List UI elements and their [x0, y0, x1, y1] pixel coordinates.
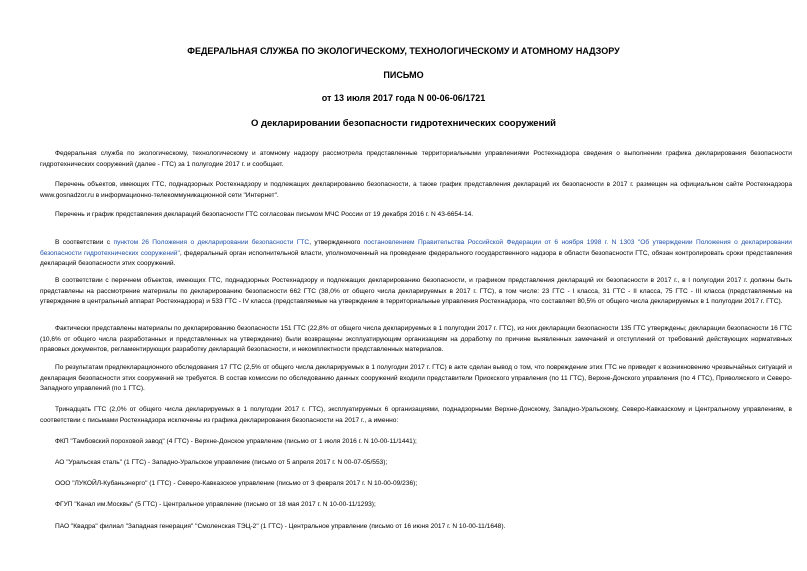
document-title: О декларировании безопасности гидротехнических сооружений [250, 118, 557, 129]
list-item: ПАО "Квадра" филиал "Западная генерация" "Смоленская ТЭЦ-2" (1 ГТС) - Центральное управление (письмо от 16 июня 2017 г. N 10-00-11/1648). [55, 523, 506, 530]
list-item: АО "Уральская сталь" (1 ГТС) - Западно-Уральское управление (письмо от 5 апреля 2017 г. N 00-07-05/553); [55, 459, 388, 466]
agency-name: ФЕДЕРАЛЬНАЯ СЛУЖБА ПО ЭКОЛОГИЧЕСКОМУ, ТЕХНОЛОГИЧЕСКОМУ И АТОМНОМУ НАДЗОРУ [187, 46, 620, 56]
paragraph-3: Перечень и график представления деклараций безопасности ГТС согласован письмом МЧС России от 19 декабря 2016 г. N 43-6654-14. [55, 211, 474, 218]
list-item: ФГУП "Канал им.Москвы" (5 ГТС) - Центральное управление (письмо от 18 мая 2017 г. N 10-00-11/1293); [55, 501, 376, 508]
paragraph-8: Тринадцать ГТС (2,0% от общего числа декларируемых в 1 полугодии 2017 г. ГТС), эксплуатируемых 6 организациями, поднадзорными Верхне-Донскому, Западно-Уральскому, Северо-Кавказскому и Центральному управлениям, в соответствии с письмами Ростехнадзора исключены из графика декларирования безопасности на 2017 г., а именно: [40, 406, 792, 424]
link-government-decree[interactable]: постановлением Правительства Российской Федерации от 6 ноября 1998 г. N 1303 "Об утверждении Положения о декларировании безопасности гидротехнических сооружений" [40, 239, 792, 257]
list-item: ФКП "Тамбовский пороховой завод" (4 ГТС) - Верхне-Донское управление (письмо от 1 июля 2016 г. N 10-00-11/1441); [55, 438, 417, 445]
paragraph-4 [40, 238, 792, 270]
paragraph-7: По результатам предпекларационного обследования 17 ГТС (2,5% от общего числа декларируемых в 1 полугодии 2017 г. ГТС) в акте сделан вывод о том, что повреждение этих ГТС не приведет к возникновению чрезвычайных ситуаций и декларация безопасности этих сооружений не требуется. В состав комиссии по обследованию данных сооружений входили представители Приокского управления (по 11 ГТС), Верхне-Донского управления (по 4 ГТС), Приволжского и Северо-Западного управлений (по 1 ГТС). [40, 364, 792, 392]
paragraph-4-text-mid: , утвержденного [309, 239, 364, 246]
paragraph-2: Перечень объектов, имеющих ГТС, поднадзорных Ростехнадзору и подлежащих декларированию безопасности, а также график представления деклараций их безопасности в 2017 г. размещен на официальном сайте Ростехнадзора www.gosnadzor.ru в информационно-телекоммуникационной сети "Интернет". [40, 181, 792, 199]
list-item: ООО "ЛУКОЙЛ-Кубаньэнерго" (1 ГТС) - Северо-Кавказское управление (письмо от 3 февраля 2017 г. N 10-00-09/236); [55, 480, 418, 487]
paragraph-5: В соответствии с перечнем объектов, имеющих ГТС, поднадзорных Ростехнадзору и подлежащих декларированию безопасности, и графиком представления деклараций их безопасности в 2017 г., в I полугодии 2017 г. должны быть представлены на рассмотрение материалы по декларированию безопасности 662 ГТС (38,0% от общего числа декларируемых в 2017 г. ГТС), в том числе: 23 ГТС - I класса, 31 ГТС - II класса, 75 ГТС - III класса (представляемые на утверждение в центральный аппарат Ростехнадзора) и 533 ГТС - IV класса (представляемые на утверждение в территориальные управления Ростехнадзора, что составляет 80,5% от общего числа декларируемых в 1 полугодии 2017 г. ГТС). [40, 277, 792, 305]
paragraph-4-text-after: , федеральный орган исполнительной власти, уполномоченный на проведение федерального государственного надзора в области безопасности ГТС, обязан контролировать сроки представления деклараций безопасности этих сооружений. [40, 249, 792, 267]
paragraph-6: Фактически представлены материалы по декларированию безопасности 151 ГТС (22,8% от общего числа декларируемых в 1 полугодии 2017 г. ГТС), из них декларации безопасности 135 ГТС утверждены; декларации безопасности 16 ГТС (10,6% от общего числа разработанных и представленных на утверждение) были возвращены эксплуатирующим организациям на доработку по причине выявленных замечаний и отступлений от требований действующих нормативных правовых документов, регламентирующих разработку деклараций безопасности, и некомплектности представленных материалов. [40, 325, 792, 353]
link-clause-26[interactable]: пунктом 26 Положения о декларировании безопасности ГТС [113, 239, 310, 246]
document-type: ПИСЬМО [383, 70, 424, 80]
paragraph-4-text-before: В соответствии с [55, 239, 114, 246]
document-date: от 13 июля 2017 года N 00-06-06/1721 [321, 93, 486, 103]
paragraph-1: Федеральная служба по экологическому, технологическому и атомному надзору рассмотрела представленные территориальными управлениями Ростехнадзора сведения о выполнении графика декларирования безопасности гидротехнических сооружений (далее - ГТС) за 1 полугодие 2017 г. и сообщает. [40, 150, 792, 168]
